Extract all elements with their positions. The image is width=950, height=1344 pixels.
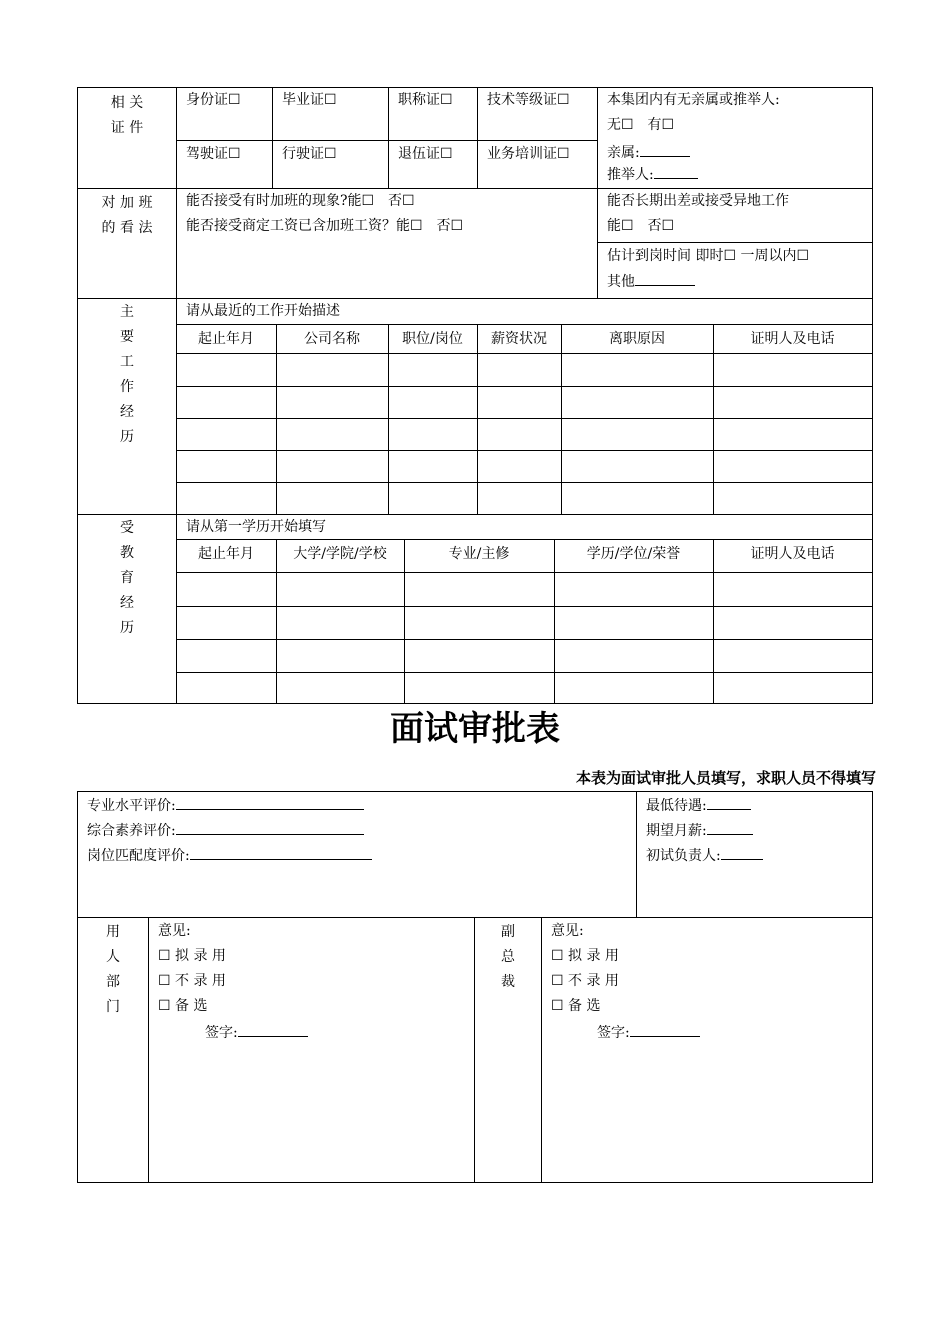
recommender-blank[interactable] bbox=[654, 165, 698, 179]
prof-eval-field[interactable]: 专业水平评价: bbox=[87, 796, 364, 815]
overtime-label-line1: 对 加 班 bbox=[101, 195, 153, 211]
dept-opt-reject[interactable]: ☐ 不 录 用 bbox=[158, 973, 226, 989]
edu-header-reference: 证明人及电话 bbox=[750, 546, 835, 562]
certs-label-line1: 相 关 bbox=[110, 95, 144, 111]
expected-salary-blank[interactable] bbox=[707, 821, 753, 835]
relative-field[interactable] bbox=[607, 143, 690, 162]
training-cert-checkbox[interactable]: 业务培训证☐ bbox=[487, 146, 570, 162]
relatives-question: 本集团内有无亲属或推举人: bbox=[607, 92, 780, 108]
edu-label: 受 教 育 经 历 bbox=[120, 520, 134, 636]
dept-opt-reserve[interactable]: ☐ 备 选 bbox=[158, 998, 208, 1014]
work-header-company: 公司名称 bbox=[304, 331, 360, 347]
approval-title: 面试审批表 bbox=[390, 709, 560, 749]
work-label: 主 要 工 作 经 历 bbox=[120, 304, 134, 445]
graduation-cert-checkbox[interactable]: 毕业证☐ bbox=[282, 92, 337, 108]
vp-signature-field[interactable]: 签字: bbox=[597, 1023, 700, 1042]
fit-eval-blank[interactable] bbox=[190, 846, 372, 860]
dept-signature-field[interactable]: 签字: bbox=[205, 1023, 308, 1042]
min-pay-blank[interactable] bbox=[707, 796, 751, 810]
vp-opt-hire[interactable]: ☐ 拟 录 用 bbox=[551, 948, 619, 964]
dept-label: 用 人 部 门 bbox=[106, 924, 120, 1015]
table-border-right bbox=[872, 87, 873, 704]
work-header-salary: 薪资状况 bbox=[491, 331, 547, 347]
arrival-other-blank[interactable] bbox=[635, 272, 695, 286]
title-cert-checkbox[interactable]: 职称证☐ bbox=[398, 92, 453, 108]
recommender-field[interactable] bbox=[607, 165, 698, 184]
relative-blank[interactable] bbox=[640, 143, 690, 157]
first-interviewer-blank[interactable] bbox=[721, 846, 763, 860]
certs-label-line2: 证 件 bbox=[110, 120, 144, 136]
vp-opt-reserve[interactable]: ☐ 备 选 bbox=[551, 998, 601, 1014]
table-border-bottom bbox=[77, 703, 873, 704]
overtime-question-1[interactable]: 能否接受有时加班的现象?能☐ 否☐ bbox=[186, 193, 415, 209]
dept-signature-blank[interactable] bbox=[238, 1023, 308, 1037]
travel-options[interactable]: 能☐ 否☐ bbox=[607, 218, 675, 234]
fit-eval-field[interactable]: 岗位匹配度评价: bbox=[87, 846, 372, 865]
vp-signature-blank[interactable] bbox=[630, 1023, 700, 1037]
overtime-label-line2: 的 看 法 bbox=[101, 220, 153, 236]
skill-cert-checkbox[interactable]: 技术等级证☐ bbox=[487, 92, 570, 108]
driver-license-checkbox[interactable]: 驾驶证☐ bbox=[186, 146, 241, 162]
recommender-label: 推举人: bbox=[607, 167, 654, 183]
vp-label: 副 总 裁 bbox=[501, 924, 515, 990]
travel-question: 能否长期出差或接受异地工作 bbox=[607, 193, 789, 209]
work-header-reason: 离职原因 bbox=[609, 331, 665, 347]
arrival-other-field[interactable] bbox=[607, 272, 695, 291]
edu-header-period: 起止年月 bbox=[198, 546, 254, 562]
first-interviewer-field[interactable]: 初试负责人: bbox=[646, 846, 763, 865]
overtime-question-2[interactable]: 能否接受商定工资已含加班工资？能☐ 否☐ bbox=[186, 218, 464, 234]
min-pay-field[interactable]: 最低待遇: bbox=[646, 796, 751, 815]
overtime-label bbox=[77, 191, 177, 241]
dept-opt-hire[interactable]: ☐ 拟 录 用 bbox=[158, 948, 226, 964]
veteran-cert-checkbox[interactable]: 退伍证☐ bbox=[398, 146, 453, 162]
arrival-question[interactable]: 估计到岗时间 即时☐ 一周以内☐ bbox=[607, 248, 810, 264]
edu-header-school: 大学/学院/学校 bbox=[293, 546, 387, 562]
overall-eval-blank[interactable] bbox=[176, 821, 364, 835]
id-card-checkbox[interactable]: 身份证☐ bbox=[186, 92, 241, 108]
expected-salary-field[interactable]: 期望月薪: bbox=[646, 821, 753, 840]
edu-header-major: 专业/主修 bbox=[448, 546, 510, 562]
edu-instruction: 请从第一学历开始填写 bbox=[186, 519, 326, 535]
driving-permit-checkbox[interactable]: 行驶证☐ bbox=[282, 146, 337, 162]
relatives-options[interactable]: 无☐ 有☐ bbox=[607, 117, 675, 133]
certs-label bbox=[77, 91, 177, 141]
table-border-top bbox=[77, 87, 873, 88]
prof-eval-blank[interactable] bbox=[176, 796, 364, 810]
vp-opinion-label: 意见: bbox=[551, 923, 584, 939]
relative-label: 亲属: bbox=[607, 145, 640, 161]
dept-opinion-label: 意见: bbox=[158, 923, 191, 939]
vp-opt-reject[interactable]: ☐ 不 录 用 bbox=[551, 973, 619, 989]
approval-note: 本表为面试审批人员填写，求职人员不得填写 bbox=[575, 769, 876, 787]
arrival-other-label: 其他 bbox=[607, 274, 635, 290]
work-header-position: 职位/岗位 bbox=[402, 331, 463, 347]
work-instruction: 请从最近的工作开始描述 bbox=[186, 303, 340, 319]
work-header-reference: 证明人及电话 bbox=[750, 331, 835, 347]
overall-eval-field[interactable]: 综合素养评价: bbox=[87, 821, 364, 840]
edu-header-degree: 学历/学位/荣誉 bbox=[586, 546, 681, 562]
work-header-period: 起止年月 bbox=[198, 331, 254, 347]
